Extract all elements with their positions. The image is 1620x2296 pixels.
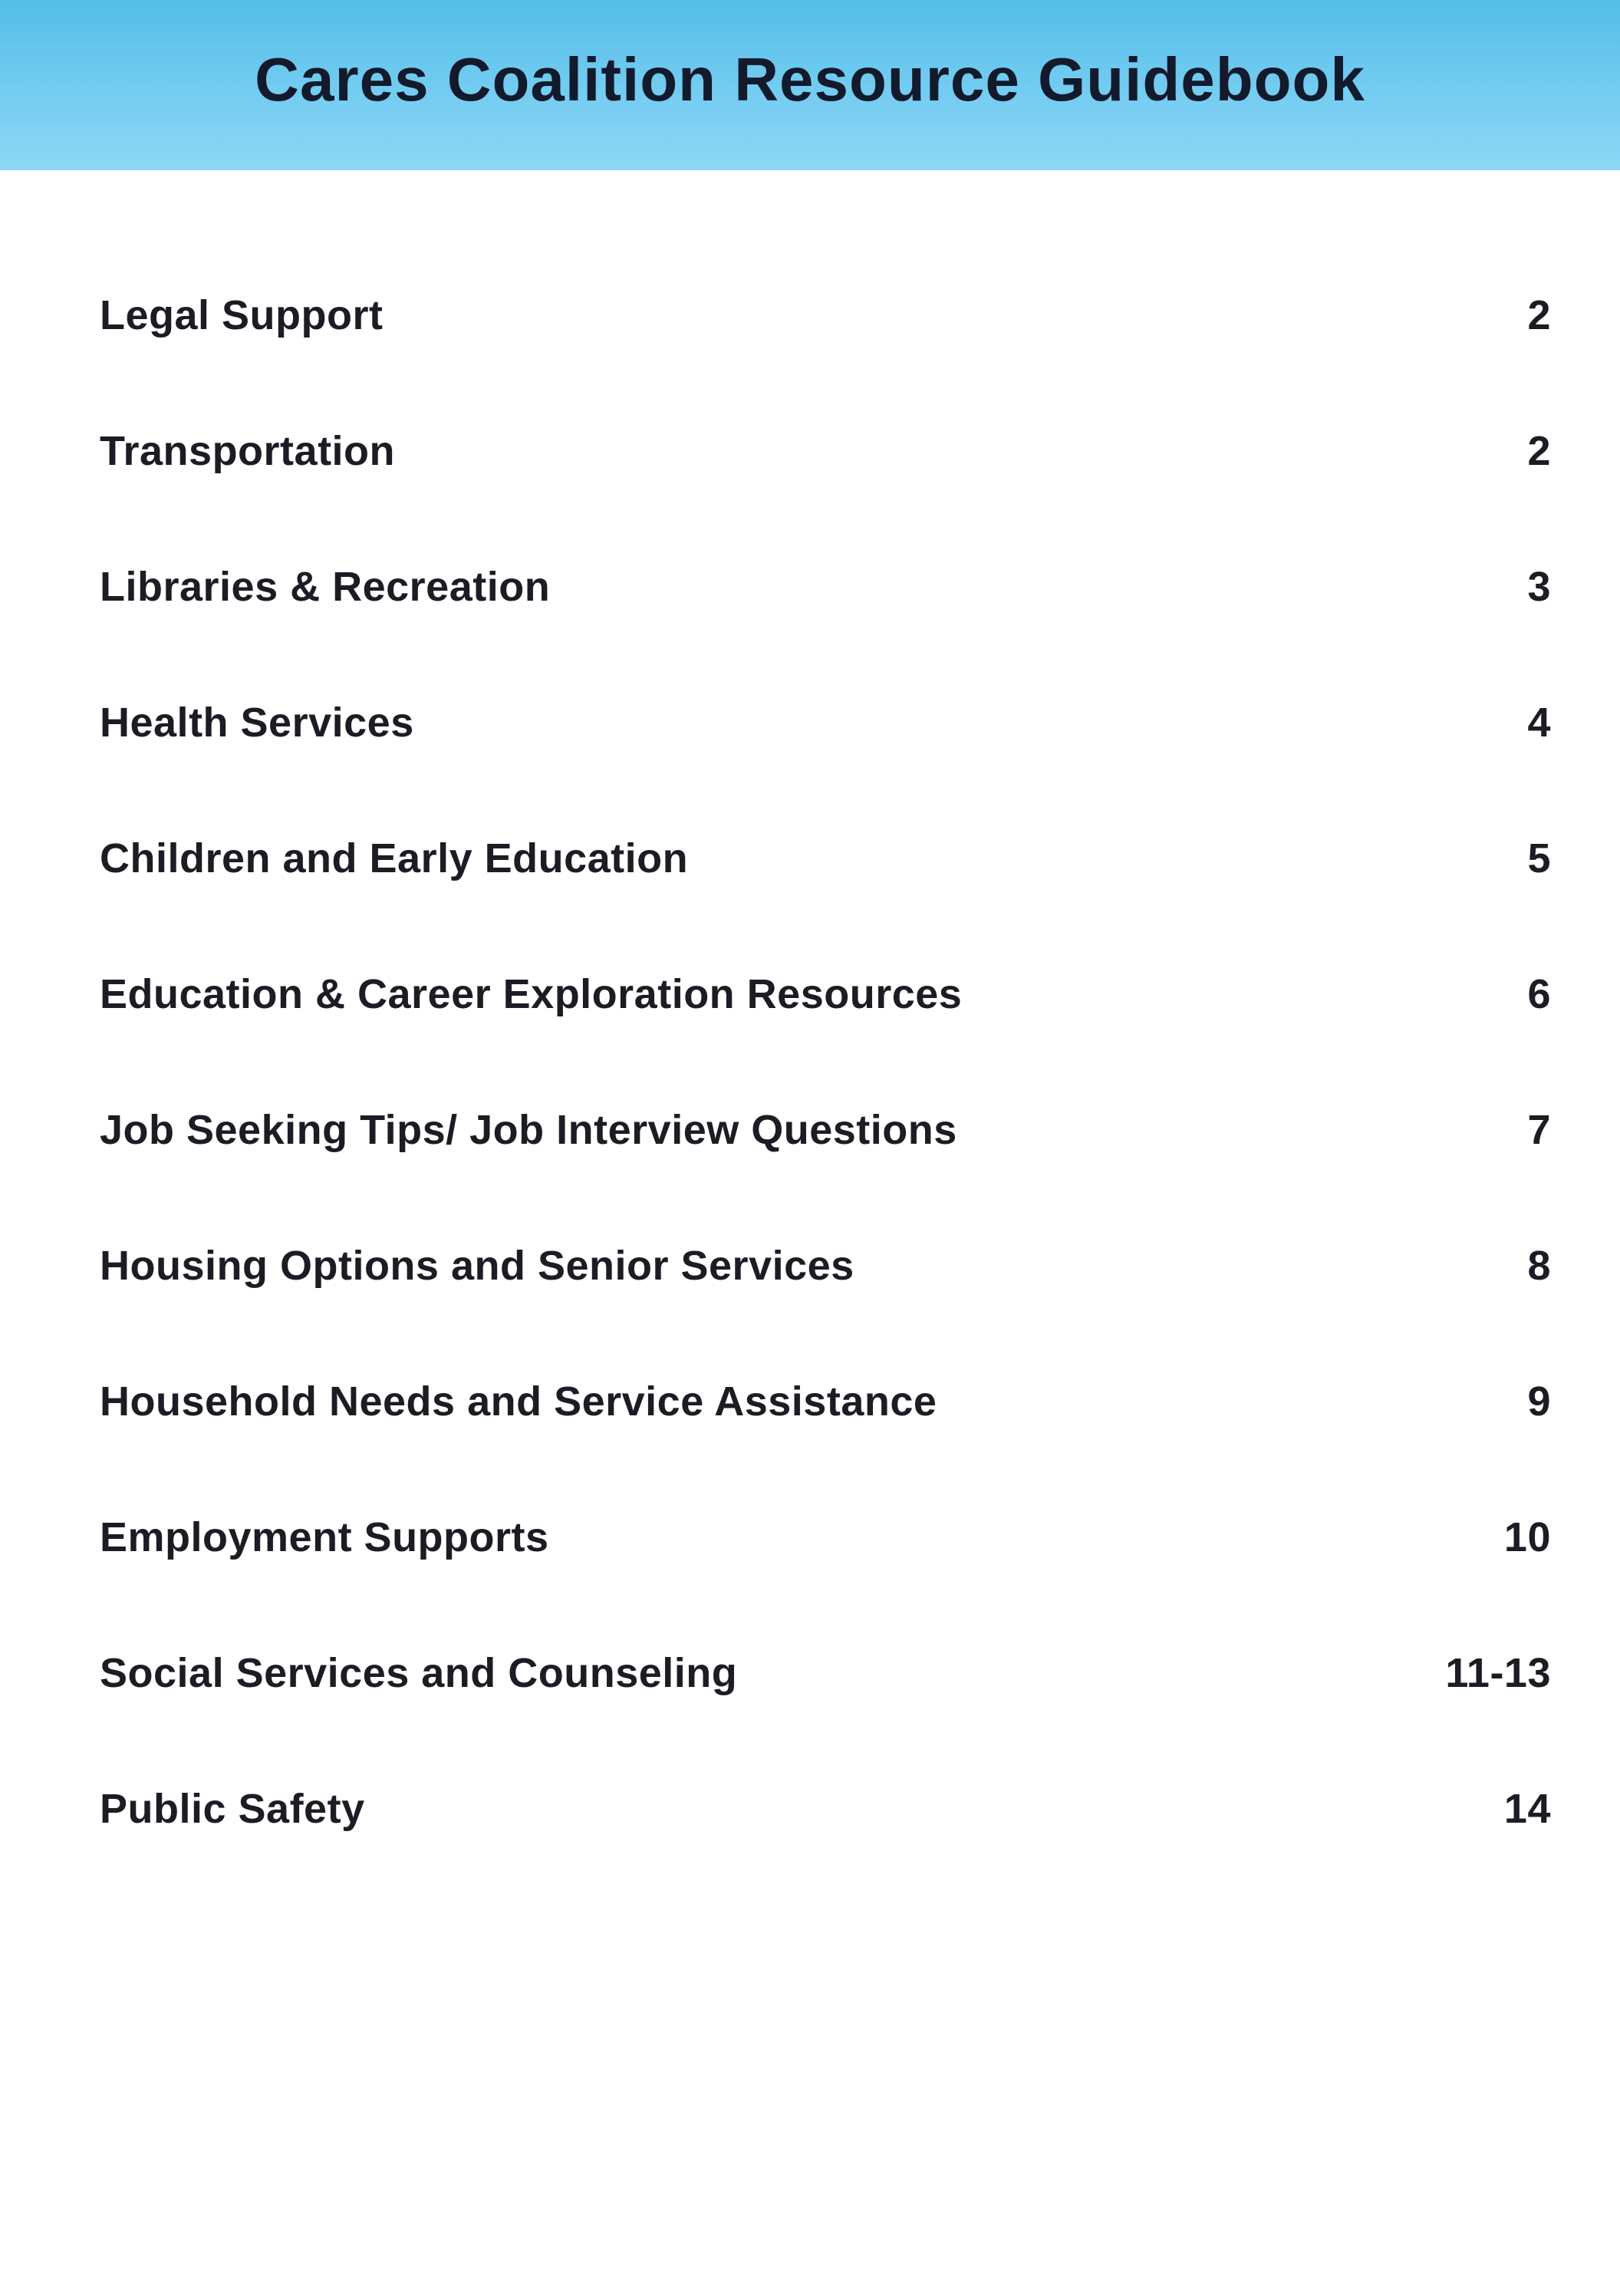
toc-entry-label: Children and Early Education	[100, 835, 689, 881]
page-header	[0, 0, 1620, 170]
toc-row	[100, 790, 1551, 926]
toc-row	[100, 654, 1551, 790]
toc-row	[100, 1062, 1551, 1197]
toc-entry-label: Housing Options and Senior Services	[100, 1242, 854, 1289]
toc-list	[0, 247, 1620, 1876]
toc-entry-label: Transportation	[100, 427, 396, 474]
toc-entry-label: Health Services	[100, 699, 414, 746]
toc-entry-page-number: 4	[1527, 699, 1551, 746]
toc-entry-page-number: 2	[1527, 292, 1551, 338]
toc-entry-label: Social Services and Counseling	[100, 1649, 738, 1696]
toc-entry-page-number: 3	[1527, 563, 1551, 610]
toc-entry-page-number: 2	[1527, 427, 1551, 474]
toc-row	[100, 519, 1551, 654]
toc-row	[100, 1469, 1551, 1605]
toc-entry-label: Libraries & Recreation	[100, 563, 551, 610]
toc-entry-page-number: 9	[1527, 1378, 1551, 1425]
toc-entry-page-number: 7	[1527, 1106, 1551, 1153]
toc-row	[100, 1605, 1551, 1741]
toc-row	[100, 926, 1551, 1062]
toc-entry-page-number: 11-13	[1445, 1649, 1551, 1696]
toc-entry-page-number: 8	[1527, 1242, 1551, 1289]
toc-row	[100, 1197, 1551, 1333]
toc-entry-page-number: 5	[1527, 835, 1551, 881]
toc-entry-label: Education & Career Exploration Resources	[100, 970, 963, 1017]
toc-entry-label: Employment Supports	[100, 1514, 549, 1560]
toc-entry-label: Public Safety	[100, 1785, 365, 1832]
toc-entry-page-number: 6	[1527, 970, 1551, 1017]
toc-entry-label: Legal Support	[100, 292, 384, 338]
toc-entry-page-number: 10	[1503, 1514, 1551, 1560]
toc-entry-label: Job Seeking Tips/ Job Interview Questions	[100, 1106, 957, 1153]
toc-entry-page-number: 14	[1503, 1785, 1551, 1832]
toc-row	[100, 1333, 1551, 1469]
toc-entry-label: Household Needs and Service Assistance	[100, 1378, 937, 1425]
toc-row	[100, 383, 1551, 519]
toc-row	[100, 247, 1551, 383]
page-title: Cares Coalition Resource Guidebook	[255, 45, 1365, 114]
toc-row	[100, 1741, 1551, 1876]
